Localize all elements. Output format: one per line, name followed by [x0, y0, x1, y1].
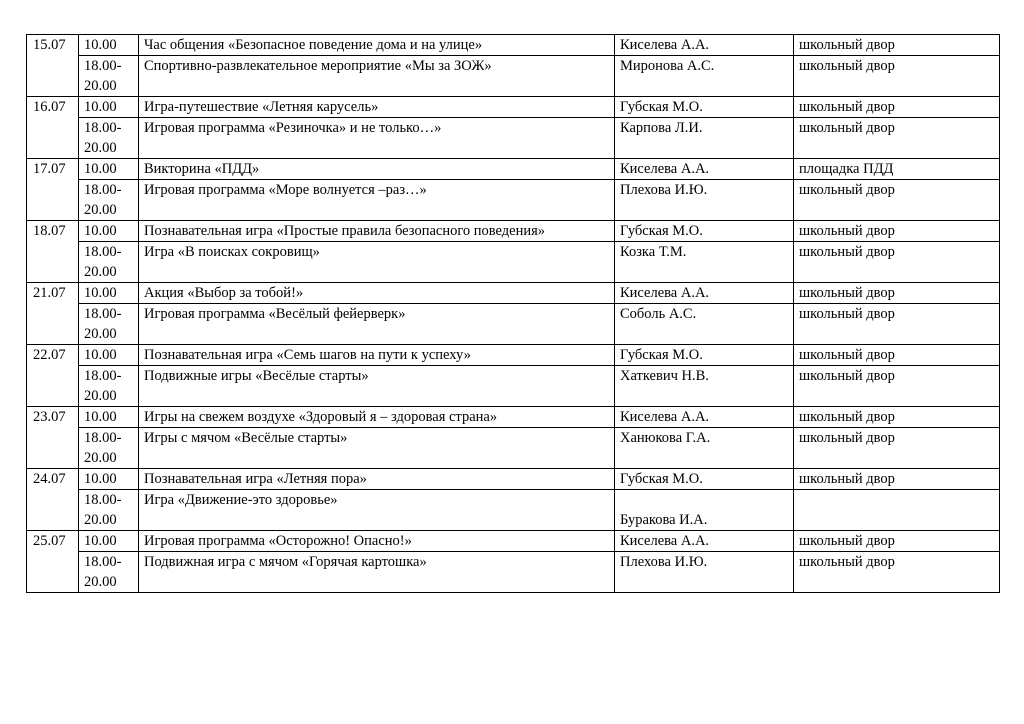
activity-cell: Подвижная игра с мячом «Горячая картошка»	[139, 552, 615, 593]
place-cell: школьный двор	[794, 221, 1000, 242]
person-cell: Хаткевич Н.В.	[615, 366, 794, 407]
time-cell: 10.00	[79, 469, 139, 490]
table-row	[27, 552, 1000, 593]
activity-cell: Игровая программа «Море волнуется –раз…»	[139, 180, 615, 221]
table-row	[27, 531, 1000, 552]
activity-cell: Спортивно-развлекательное мероприятие «Мы за ЗОЖ»	[139, 56, 615, 97]
date-cell: 17.07	[27, 159, 79, 221]
schedule-body	[27, 35, 1000, 593]
time-cell: 18.00-20.00	[79, 56, 139, 97]
place-cell: школьный двор	[794, 180, 1000, 221]
time-cell: 10.00	[79, 407, 139, 428]
activity-cell: Подвижные игры «Весёлые старты»	[139, 366, 615, 407]
time-cell: 10.00	[79, 531, 139, 552]
time-cell: 18.00-20.00	[79, 490, 139, 531]
date-cell: 25.07	[27, 531, 79, 593]
person-cell: Козка Т.М.	[615, 242, 794, 283]
date-cell: 21.07	[27, 283, 79, 345]
table-row	[27, 56, 1000, 97]
time-cell: 18.00-20.00	[79, 304, 139, 345]
time-cell: 10.00	[79, 159, 139, 180]
time-cell: 10.00	[79, 283, 139, 304]
place-cell: школьный двор	[794, 35, 1000, 56]
table-row	[27, 345, 1000, 366]
date-cell: 22.07	[27, 345, 79, 407]
time-cell: 18.00-20.00	[79, 366, 139, 407]
table-row	[27, 469, 1000, 490]
table-row	[27, 180, 1000, 221]
person-cell: Киселева А.А.	[615, 283, 794, 304]
activity-cell: Познавательная игра «Простые правила безопасного поведения»	[139, 221, 615, 242]
activity-cell: Час общения «Безопасное поведение дома и на улице»	[139, 35, 615, 56]
person-cell: Миронова А.С.	[615, 56, 794, 97]
person-cell: Киселева А.А.	[615, 407, 794, 428]
activity-cell: Игровая программа «Осторожно! Опасно!»	[139, 531, 615, 552]
place-cell: школьный двор	[794, 118, 1000, 159]
table-row	[27, 118, 1000, 159]
time-cell: 10.00	[79, 345, 139, 366]
time-cell: 10.00	[79, 35, 139, 56]
activity-cell: Игровая программа «Весёлый фейерверк»	[139, 304, 615, 345]
activity-cell: Познавательная игра «Семь шагов на пути к успеху»	[139, 345, 615, 366]
table-row	[27, 283, 1000, 304]
activity-cell: Игра «В поисках сокровищ»	[139, 242, 615, 283]
time-cell: 10.00	[79, 97, 139, 118]
activity-cell: Викторина «ПДД»	[139, 159, 615, 180]
date-cell: 24.07	[27, 469, 79, 531]
person-cell: Губская М.О.	[615, 345, 794, 366]
place-cell: школьный двор	[794, 345, 1000, 366]
table-row	[27, 407, 1000, 428]
person-cell: Губская М.О.	[615, 469, 794, 490]
person-cell: Губская М.О.	[615, 97, 794, 118]
place-cell: площадка ПДД	[794, 159, 1000, 180]
activity-cell: Игры на свежем воздухе «Здоровый я – здоровая страна»	[139, 407, 615, 428]
activity-cell: Игровая программа «Резиночка» и не только…»	[139, 118, 615, 159]
time-cell: 18.00-20.00	[79, 428, 139, 469]
place-cell: школьный двор	[794, 407, 1000, 428]
time-cell: 18.00-20.00	[79, 242, 139, 283]
table-row	[27, 159, 1000, 180]
time-cell: 10.00	[79, 221, 139, 242]
table-row	[27, 490, 1000, 531]
place-cell: школьный двор	[794, 552, 1000, 593]
table-row	[27, 97, 1000, 118]
time-cell: 18.00-20.00	[79, 118, 139, 159]
person-cell: Буракова И.А.	[615, 490, 794, 531]
place-cell: школьный двор	[794, 97, 1000, 118]
place-cell: школьный двор	[794, 366, 1000, 407]
time-cell: 18.00-20.00	[79, 180, 139, 221]
time-cell: 18.00-20.00	[79, 552, 139, 593]
place-cell: школьный двор	[794, 531, 1000, 552]
person-cell: Киселева А.А.	[615, 159, 794, 180]
person-cell: Плехова И.Ю.	[615, 180, 794, 221]
place-cell	[794, 490, 1000, 531]
date-cell: 18.07	[27, 221, 79, 283]
person-cell: Губская М.О.	[615, 221, 794, 242]
schedule-table	[26, 34, 1000, 593]
table-row	[27, 35, 1000, 56]
place-cell: школьный двор	[794, 304, 1000, 345]
activity-cell: Игра «Движение-это здоровье»	[139, 490, 615, 531]
place-cell: школьный двор	[794, 469, 1000, 490]
table-row	[27, 304, 1000, 345]
table-row	[27, 221, 1000, 242]
activity-cell: Игра-путешествие «Летняя карусель»	[139, 97, 615, 118]
place-cell: школьный двор	[794, 242, 1000, 283]
date-cell: 15.07	[27, 35, 79, 97]
person-cell: Киселева А.А.	[615, 531, 794, 552]
person-cell: Соболь А.С.	[615, 304, 794, 345]
activity-cell: Познавательная игра «Летняя пора»	[139, 469, 615, 490]
place-cell: школьный двор	[794, 56, 1000, 97]
person-cell: Ханюкова Г.А.	[615, 428, 794, 469]
table-row	[27, 242, 1000, 283]
place-cell: школьный двор	[794, 283, 1000, 304]
person-cell: Карпова Л.И.	[615, 118, 794, 159]
date-cell: 23.07	[27, 407, 79, 469]
place-cell: школьный двор	[794, 428, 1000, 469]
activity-cell: Игры с мячом «Весёлые старты»	[139, 428, 615, 469]
activity-cell: Акция «Выбор за тобой!»	[139, 283, 615, 304]
table-row	[27, 428, 1000, 469]
person-cell: Киселева А.А.	[615, 35, 794, 56]
date-cell: 16.07	[27, 97, 79, 159]
table-row	[27, 366, 1000, 407]
person-cell: Плехова И.Ю.	[615, 552, 794, 593]
